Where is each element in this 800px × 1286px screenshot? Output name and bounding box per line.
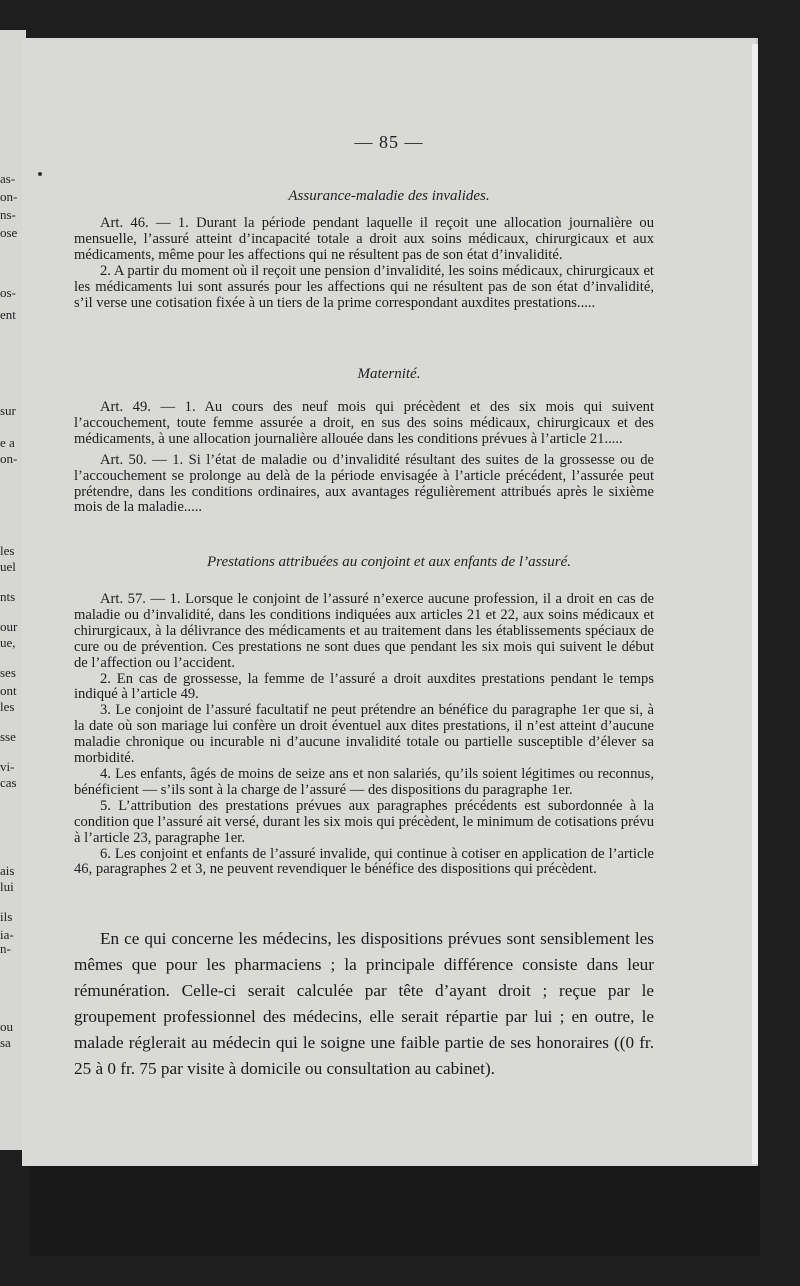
article-paragraph: Art. 50. — 1. Si l’état de maladie ou d’invalidité résultant des suites de la grossesse ou de l’accouchement se prolonge au delà de la période envisagée à l’article précédent, l’assurée peut prétendre, dans les conditions ordinaires, aux avantages régulièrement attribués après le sixième mois de la maladie..... [74, 451, 654, 516]
article-paragraph: Art. 49. — 1. Au cours des neuf mois qui précèdent et des six mois qui suivent l’accouchement, toute femme assurée a droit, en sus des soins médicaux, chirurgicaux et des médicaments, à une allocation journalière allouée dans les conditions prévues à l’article 21..... [74, 399, 654, 447]
margin-fragment: ue, [0, 635, 16, 650]
article-paragraph: Art. 46. — 1. Durant la période pendant laquelle il reçoit une allocation journalière ou mensuelle, l’assuré atteint d’incapacité totale a droit aux soins médicaux, chirurgicaux et aux médicaments, même pour les affections qui ne résultent pas de son état d’invalidité. [74, 215, 654, 263]
section-body-invalides [74, 216, 654, 311]
margin-fragment: e a [0, 435, 15, 450]
margin-fragment: ia- [0, 927, 14, 942]
article-paragraph: 2. En cas de grossesse, la femme de l’assuré a droit auxdites prestations pendant le temps indiqué à l’article 49. [74, 670, 654, 703]
margin-fragment: ent [0, 307, 16, 322]
margin-fragment: sa [0, 1035, 11, 1050]
section-heading-invalides: Assurance-maladie des invalides. [288, 188, 490, 204]
page-edge [752, 44, 758, 1164]
article-paragraph: 6. Les conjoint et enfants de l’assuré invalide, qui continue à cotiser en application de l’article 46, paragraphes 2 et 3, ne peuvent revendiquer le bénéfice des dispositions qui précèdent. [74, 845, 654, 878]
margin-fragment: our [0, 619, 18, 634]
page-number: — 85 — [354, 132, 424, 152]
ink-speck [38, 172, 42, 176]
margin-fragment: n- [0, 941, 11, 956]
margin-fragment: ils [0, 909, 13, 924]
scan-shadow [30, 1166, 760, 1256]
margin-fragment: lui [0, 879, 14, 894]
section-body-prestations [74, 592, 654, 878]
margin-fragment: ns- [0, 207, 16, 222]
margin-fragment: ses [0, 665, 16, 680]
margin-fragment: nts [0, 589, 16, 604]
margin-fragment: sse [0, 729, 16, 744]
article-paragraph: 2. A partir du moment où il reçoit une pension d’invalidité, les soins médicaux, chirurgicaux et les médicaments lui sont assurés pour les affections qui ne résultent pas de son état d’invalidité, s’il verse une cotisation fixée à un tiers de la prime correspondant auxdites prestations..... [74, 262, 654, 311]
margin-fragment: as- [0, 171, 16, 186]
article-paragraph: 4. Les enfants, âgés de moins de seize ans et non salariés, qu’ils soient légitimes ou reconnus, bénéficient — s’ils sont à la charge de l’assuré — des dispositions du paragraphe 1er. [74, 765, 654, 798]
section-heading-maternite: Maternité. [357, 366, 421, 382]
margin-fragment: sur [0, 403, 16, 418]
margin-fragment: ose [0, 225, 18, 240]
margin-fragment: ais [0, 863, 15, 878]
closing-paragraph: En ce qui concerne les médecins, les dispositions prévues sont sensiblement les mêmes que pour les pharmaciens ; la principale différence consiste dans leur rémunération. Celle-ci serait calculée par tête d’ayant droit ; reçue par le groupement professionnel des médecins, elle serait répartie par lui ; en outre, le malade réglerait au médecin qui le soigne une faible partie de ses honoraires ((0 fr. 25 à 0 fr. 75 par visite à domicile ou consultation au cabinet). [74, 929, 654, 1078]
article-paragraph: Art. 57. — 1. Lorsque le conjoint de l’assuré n’exerce aucune profession, il a droit en cas de maladie ou d’invalidité, dans les conditions indiquées aux articles 21 et 22, aux soins médicaux et chirurgicaux, à la délivrance des médicaments et au traitement dans les établissements spéciaux de cure ou de prévention. Ces prestations ne sont dues que pendant les six mois qui suivent le début de l’affection ou l’accident. [74, 591, 654, 671]
margin-fragment: vi- [0, 759, 15, 774]
section-heading-prestations: Prestations attribuées au conjoint et aux enfants de l’assuré. [207, 554, 571, 570]
margin-fragment: os- [0, 285, 16, 300]
margin-fragment: on- [0, 189, 18, 204]
book-page [22, 38, 756, 1166]
margin-fragment: on- [0, 451, 18, 466]
closing-text [74, 926, 654, 1082]
article-paragraph: 5. L’attribution des prestations prévues aux paragraphes précédents est subordonnée à la condition que l’assuré ait versé, durant les six mois qui précèdent, le minimum de cotisations prévu à l’article 23, paragraphe 1er. [74, 797, 654, 846]
margin-fragment: ont [0, 683, 17, 698]
article-paragraph: 3. Le conjoint de l’assuré facultatif ne peut prétendre an bénéfice du paragraphe 1er que si, à la date où son mariage lui confère un droit éventuel aux dites prestations, il n’est atteint d’aucune maladie chronique ou incurable ni d’aucune invalidité totale ou partielle susceptible d’élever sa morbidité. [74, 702, 654, 767]
margin-fragment: uel [0, 559, 16, 574]
margin-fragment: les [0, 699, 15, 714]
section-body-maternite [74, 400, 654, 516]
margin-fragment: cas [0, 775, 17, 790]
margin-fragment: ou [0, 1019, 13, 1034]
margin-fragment: les [0, 543, 15, 558]
